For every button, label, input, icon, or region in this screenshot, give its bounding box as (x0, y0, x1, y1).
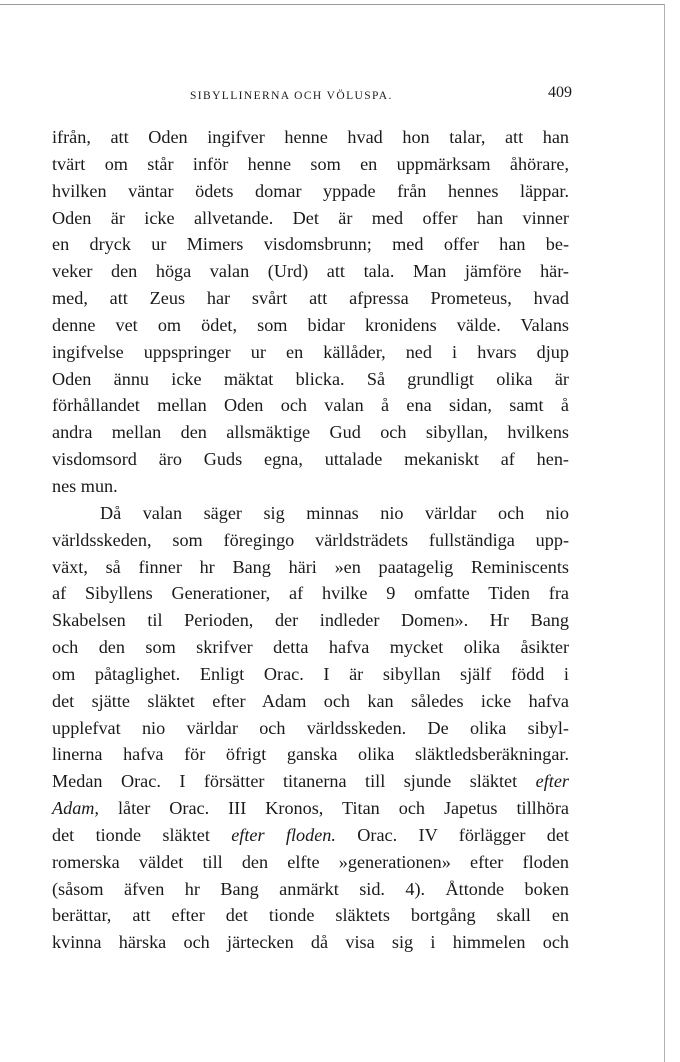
text-run: låter Orac. III Kronos, Titan och Japetus tillhöra (117, 798, 570, 819)
text-line: om påtaglighet. Enligt Orac. I är sibyllan själf född i (52, 663, 569, 684)
text-line: det sjätte släktet efter Adam och kan således icke hafva (52, 690, 569, 711)
text-line (52, 768, 569, 795)
text-line: växt, så finner hr Bang häri »en paatagelig Reminiscents (52, 556, 569, 577)
right-border-rule (664, 4, 665, 1062)
text-line: en dryck ur Mimers visdomsbrunn; med offer han be- (52, 234, 569, 255)
body-text (52, 124, 569, 956)
text-line: nes mun. (52, 475, 118, 496)
running-title: SIBYLLINERNA OCH VÖLUSPA. (190, 90, 393, 102)
text-line: hvilken väntar ödets domar yppade från hennes läppar. (52, 180, 569, 201)
text-line: världsskeden, som föregingo världsträdets fullständiga upp- (52, 529, 569, 550)
text-line: Oden är icke allvetande. Det är med offer han vinner (52, 207, 569, 228)
text-line: upplefvat nio världar och världsskeden. De olika sibyl- (52, 717, 569, 738)
text-line: romerska väldet till den elfte »generationen» efter floden (52, 851, 569, 872)
text-run: Orac. IV förlägger det (357, 824, 569, 845)
italic-text: efter (535, 771, 569, 792)
text-run: det tionde släktet (52, 824, 210, 845)
page-number: 409 (548, 84, 572, 101)
text-line: och den som skrifver detta hafva mycket olika åsikter (52, 637, 569, 658)
text-line: ingifvelse uppspringer ur en källåder, ned i hvars djup (52, 341, 569, 362)
text-line: (såsom äfven hr Bang anmärkt sid. 4). Åttonde boken (52, 878, 569, 899)
text-line: linerna hafva för öfrigt ganska olika släktledsberäkningar. (52, 744, 569, 765)
text-line: andra mellan den allsmäktige Gud och sibyllan, hvilkens (52, 422, 569, 443)
text-line: ifrån, att Oden ingifver henne hvad hon talar, att han (52, 127, 569, 147)
text-line: af Sibyllens Generationer, af hvilke 9 omfatte Tiden fra (52, 583, 569, 604)
top-border-rule (0, 4, 664, 5)
text-line: berättar, att efter det tionde släktets bortgång skall en (52, 905, 569, 926)
page-header (52, 84, 572, 112)
text-line: kvinna härska och järtecken då visa sig i himmelen och (52, 932, 569, 953)
text-line (52, 822, 569, 849)
italic-text: Adam, (52, 798, 99, 819)
text-line: visdomsord äro Guds egna, uttalade mekaniskt af hen- (52, 449, 569, 470)
text-line: Skabelsen til Perioden, der indleder Domen». Hr Bang (52, 610, 569, 631)
text-line: med, att Zeus har svårt att afpressa Prometeus, hvad (52, 288, 569, 309)
text-line: förhållandet mellan Oden och valan å ena sidan, samt å (52, 395, 569, 416)
text-line: Då valan säger sig minnas nio världar och nio (100, 502, 569, 523)
text-run: Medan Orac. I försätter titanerna till sjunde släktet (52, 771, 518, 792)
text-line (52, 795, 569, 822)
italic-text: efter floden. (231, 824, 336, 845)
text-line: Oden ännu icke mäktat blicka. Så grundligt olika är (52, 368, 569, 389)
text-line: denne vet om ödet, som bidar kronidens välde. Valans (52, 314, 569, 335)
text-line: tvärt om står inför henne som en uppmärksam åhörare, (52, 153, 569, 174)
text-line: veker den höga valan (Urd) att tala. Man jämföre här- (52, 261, 569, 282)
